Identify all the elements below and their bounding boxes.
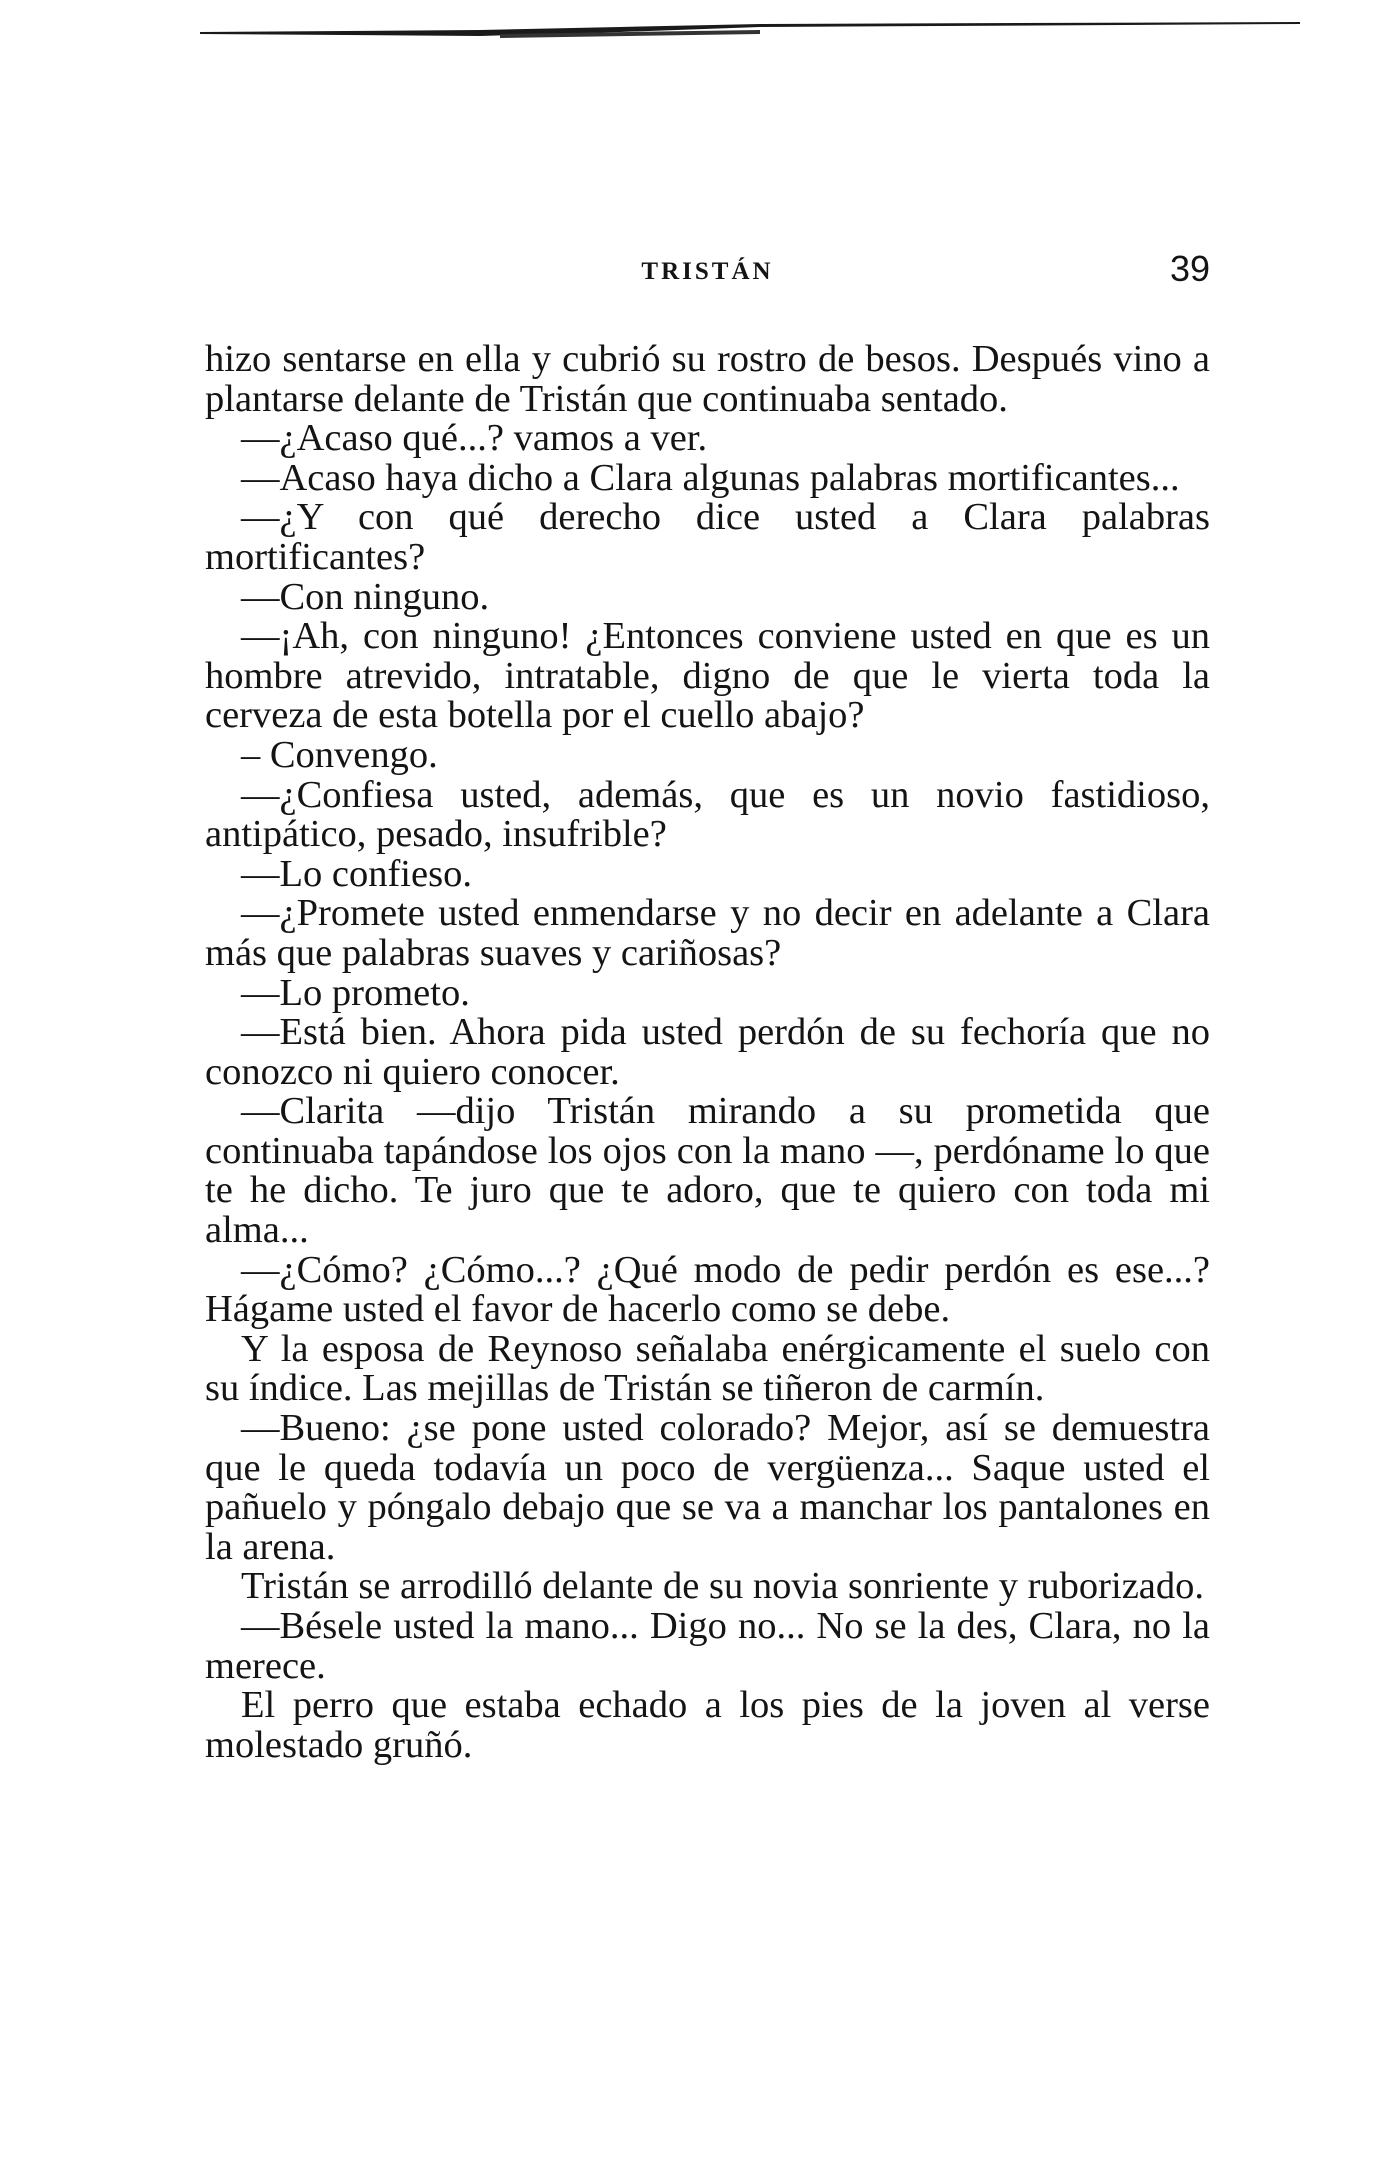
paragraph: Tristán se arrodilló delante de su novia sonriente y ruborizado. [241,1565,1204,1608]
paragraph: —Está bien. Ahora pida usted perdón de su fechoría que no conozco ni quiero conocer. [205,1011,1210,1093]
paragraph: —¿Promete usted enmendarse y no decir en adelante a Clara más que palabras suaves y cariñosas? [205,892,1210,974]
paragraph: —¿Cómo? ¿Cómo...? ¿Qué modo de pedir perdón es ese...? Hágame usted el favor de hacerlo como se debe. [205,1248,1210,1331]
running-head [205,248,1210,298]
paragraph: hizo sentarse en ella y cubrió su rostro de besos. Después vino a plantarse delante de Tristán que continuaba sentado. [205,338,1210,420]
page-number: 39 [1169,248,1210,289]
running-title: TRISTÁN [641,258,774,285]
paragraph: —Lo prometo. [241,971,470,1014]
paragraph: —Acaso haya dicho a Clara algunas palabras mortificantes... [241,456,1180,499]
paragraph: El perro que estaba echado a los pies de la joven al verse molestado gruñó. [205,1684,1210,1766]
paragraph: —¿Acaso qué...? vamos a ver. [241,417,708,460]
paragraph: —¿Y con qué derecho dice usted a Clara palabras mortificantes? [205,496,1210,578]
paragraph: —¡Ah, con ninguno! ¿Entonces conviene usted en que es un hombre atrevido, intratable, digno de que le vierta toda la cerveza de esta botella por el cuello abajo? [205,615,1210,737]
paragraph: —Lo confieso. [241,852,472,895]
paragraph: Y la esposa de Reynoso señalaba enérgicamente el suelo con su índice. Las mejillas de Tristán se tiñeron de carmín. [205,1327,1210,1410]
paragraph: —Bueno: ¿se pone usted colorado? Mejor, así se demuestra que le queda todavía un poco de vergüenza... Saque usted el pañuelo y póngalo debajo que se va a manchar los pantalones en la arena. [205,1407,1210,1568]
body-text [205,340,1210,1765]
top-rule-decoration [200,18,1300,44]
paragraph: —¿Confiesa usted, además, que es un novio fastidioso, antipático, pesado, insufrible? [205,773,1210,856]
paragraph: – Convengo. [241,733,438,776]
paragraph: —Bésele usted la mano... Digo no... No se la des, Clara, no la merece. [205,1605,1210,1687]
paragraph: —Clarita —dijo Tristán mirando a su prometida que continuaba tapándose los ojos con la mano —, perdóname lo que te he dicho. Te juro que te adoro, que te quiero con toda mi alma... [205,1090,1210,1252]
paragraph: —Con ninguno. [241,575,490,618]
